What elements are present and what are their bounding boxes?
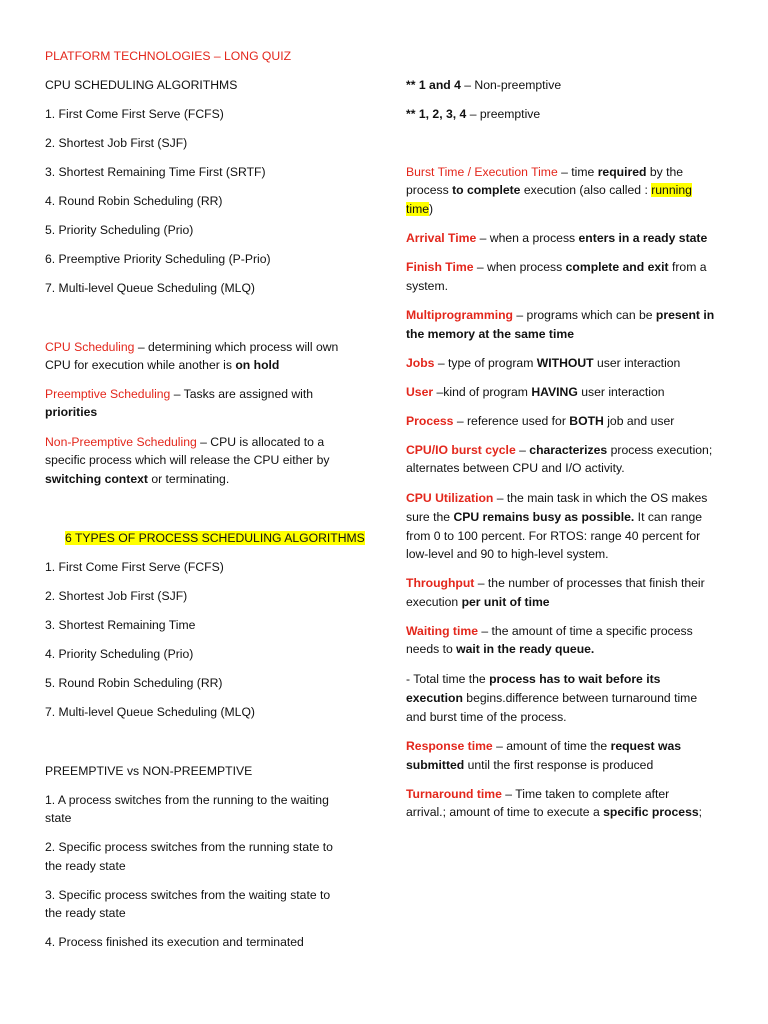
def-waiting-line2 (406, 640, 594, 658)
def-bold: to complete (452, 183, 521, 197)
def-bold: process has to wait before its (489, 672, 661, 686)
def-multi-line1 (406, 306, 714, 324)
def-text: until the first response is produced (464, 758, 654, 772)
list-item: 7. Multi-level Queue Scheduling (MLQ) (45, 705, 255, 719)
term: Preemptive Scheduling (45, 387, 171, 401)
def-text: – determining which process will own (134, 340, 339, 354)
def-bold: HAVING (531, 385, 578, 399)
list-item-cont: the ready state (45, 859, 126, 873)
def-bold: WITHOUT (536, 356, 594, 370)
def-bold: execution (406, 691, 463, 705)
def-text: – CPU is allocated to a (196, 435, 325, 449)
term: CPU Utilization (406, 491, 494, 505)
pvn-heading: PREEMPTIVE vs NON-PREEMPTIVE (45, 764, 253, 778)
list-item: 1. A process switches from the running to the waiting (45, 793, 329, 807)
term: Multiprogramming (406, 308, 513, 322)
def-text: It can range (634, 510, 703, 524)
def-user (406, 383, 665, 401)
def-text: – reference used for (453, 414, 570, 428)
highlight-text: running (651, 183, 692, 197)
term: Process (406, 414, 454, 428)
def-text: – when process (473, 260, 566, 274)
def-text: – (515, 443, 530, 457)
cpu-heading: CPU SCHEDULING ALGORITHMS (45, 78, 238, 92)
def-bold: submitted (406, 758, 465, 772)
def-total-line2 (406, 689, 697, 707)
def-throughput-line1 (406, 574, 705, 592)
def-text: from a (668, 260, 707, 274)
list-item: 5. Priority Scheduling (Prio) (45, 223, 194, 237)
def-text: – amount of time the (492, 739, 611, 753)
def-util-line4: low-level and 90 to high-level system. (406, 547, 609, 561)
def-nonpreemptive-line1 (45, 433, 324, 451)
def-nonpreemptive-line3 (45, 470, 229, 488)
def-bold: specific process (603, 805, 699, 819)
def-preemptive-line1 (45, 385, 313, 403)
def-preemptive-line2: priorities (45, 405, 98, 419)
def-text: CPU for execution while another is (45, 358, 236, 372)
def-text: needs to (406, 642, 457, 656)
def-bold: required (597, 165, 647, 179)
def-bold: CPU remains busy as possible. (453, 510, 635, 524)
preemptive-note (406, 105, 540, 123)
def-text: user interaction (593, 356, 681, 370)
term: Throughput (406, 576, 475, 590)
def-bold: characterizes (529, 443, 608, 457)
note-bold: ** 1, 2, 3, 4 (406, 107, 467, 121)
def-text: – type of program (434, 356, 537, 370)
list-item: 4. Process finished its execution and terminated (45, 935, 304, 949)
def-text: or terminating. (147, 472, 230, 486)
list-item: 4. Priority Scheduling (Prio) (45, 647, 194, 661)
note-text: – Non-preemptive (460, 78, 562, 92)
def-text: – Time taken to complete after (501, 787, 670, 801)
def-arrival (406, 229, 707, 247)
list-item: 1. First Come First Serve (FCFS) (45, 560, 224, 574)
def-burst-line2 (406, 181, 692, 199)
def-cpu-scheduling-line2 (45, 356, 279, 374)
note-text: – preemptive (466, 107, 541, 121)
def-text: ) (429, 202, 434, 216)
def-jobs (406, 354, 680, 372)
def-multi-line2: the memory at the same time (406, 327, 574, 341)
highlight-text: time (406, 202, 430, 216)
def-text: ; (698, 805, 703, 819)
def-bold: request was (610, 739, 682, 753)
term: User (406, 385, 434, 399)
def-text: – when a process (476, 231, 579, 245)
def-bold: enters in a ready state (578, 231, 708, 245)
term: Jobs (406, 356, 435, 370)
list-item: 6. Preemptive Priority Scheduling (P-Prio) (45, 252, 271, 266)
def-turnaround-line2 (406, 803, 702, 821)
def-bold: present in (655, 308, 715, 322)
term: Burst Time / Execution Time (406, 165, 558, 179)
def-finish-line2: system. (406, 279, 448, 293)
def-text: by the (646, 165, 684, 179)
list-item: 2. Shortest Job First (SJF) (45, 136, 188, 150)
list-item: 4. Round Robin Scheduling (RR) (45, 194, 223, 208)
list-item-cont: state (45, 811, 72, 825)
def-util-line1 (406, 489, 707, 507)
def-burst-line3 (406, 200, 433, 218)
def-bold: on hold (235, 358, 280, 372)
def-burst-line1 (406, 163, 683, 181)
list-item: 7. Multi-level Queue Scheduling (MLQ) (45, 281, 255, 295)
def-text: sure the (406, 510, 454, 524)
def-text: process (406, 183, 453, 197)
def-response-line1 (406, 737, 681, 755)
def-bold: per unit of time (461, 595, 550, 609)
def-text: execution (also called : (520, 183, 652, 197)
list-item: 2. Shortest Job First (SJF) (45, 589, 188, 603)
highlight-text: 6 TYPES OF PROCESS SCHEDULING ALGORITHMS (65, 531, 365, 545)
def-text: – Tasks are assigned with (170, 387, 314, 401)
def-text: –kind of program (433, 385, 532, 399)
def-response-line2 (406, 756, 653, 774)
list-item: 3. Specific process switches from the waiting state to (45, 888, 331, 902)
def-waiting-line1 (406, 622, 693, 640)
term: Waiting time (406, 624, 478, 638)
list-item: 3. Shortest Remaining Time First (SRTF) (45, 165, 266, 179)
def-total-line1 (406, 670, 660, 688)
def-total-line3: and burst time of the process. (406, 710, 567, 724)
list-item: 3. Shortest Remaining Time (45, 618, 196, 632)
term: Finish Time (406, 260, 474, 274)
def-bold: switching context (45, 472, 148, 486)
def-text: arrival.; amount of time to execute a (406, 805, 604, 819)
six-types-heading (65, 529, 365, 547)
term: Non-Preemptive Scheduling (45, 435, 197, 449)
def-cycle-line1 (406, 441, 712, 459)
def-text: – the number of processes that finish their (474, 576, 705, 590)
term: CPU Scheduling (45, 340, 135, 354)
list-item: 1. First Come First Serve (FCFS) (45, 107, 224, 121)
note-bold: ** 1 and 4 (406, 78, 461, 92)
def-process (406, 412, 674, 430)
def-turnaround-line1 (406, 785, 669, 803)
nonpreemptive-note (406, 76, 561, 94)
def-text: – the main task in which the OS makes (493, 491, 708, 505)
def-text: – the amount of time a specific process (478, 624, 693, 638)
def-util-line2 (406, 508, 702, 526)
term: Arrival Time (406, 231, 477, 245)
list-item: 5. Round Robin Scheduling (RR) (45, 676, 223, 690)
list-item: 2. Specific process switches from the running state to (45, 840, 333, 854)
term: Response time (406, 739, 493, 753)
def-cpu-scheduling-line1 (45, 338, 338, 356)
def-bold: wait in the ready queue. (456, 642, 595, 656)
def-text: - Total time the (406, 672, 490, 686)
page-title: PLATFORM TECHNOLOGIES – LONG QUIZ (45, 49, 292, 63)
def-text: process execution; (607, 443, 713, 457)
def-text: execution (406, 595, 462, 609)
def-bold: BOTH (569, 414, 604, 428)
def-text: begins.difference between turnaround time (462, 691, 698, 705)
def-text: – programs which can be (512, 308, 656, 322)
def-cycle-line2: alternates between CPU and I/O activity. (406, 461, 625, 475)
term: Turnaround time (406, 787, 502, 801)
def-text: job and user (603, 414, 675, 428)
def-finish-line1 (406, 258, 707, 276)
list-item-cont: the ready state (45, 906, 126, 920)
def-text: – time (557, 165, 598, 179)
def-text: user interaction (577, 385, 665, 399)
def-throughput-line2 (406, 593, 550, 611)
def-bold: complete and exit (565, 260, 669, 274)
def-nonpreemptive-line2: specific process which will release the CPU either by (45, 453, 330, 467)
def-util-line3: from 0 to 100 percent. For RTOS: range 40 percent for (406, 529, 701, 543)
term: CPU/IO burst cycle (406, 443, 516, 457)
